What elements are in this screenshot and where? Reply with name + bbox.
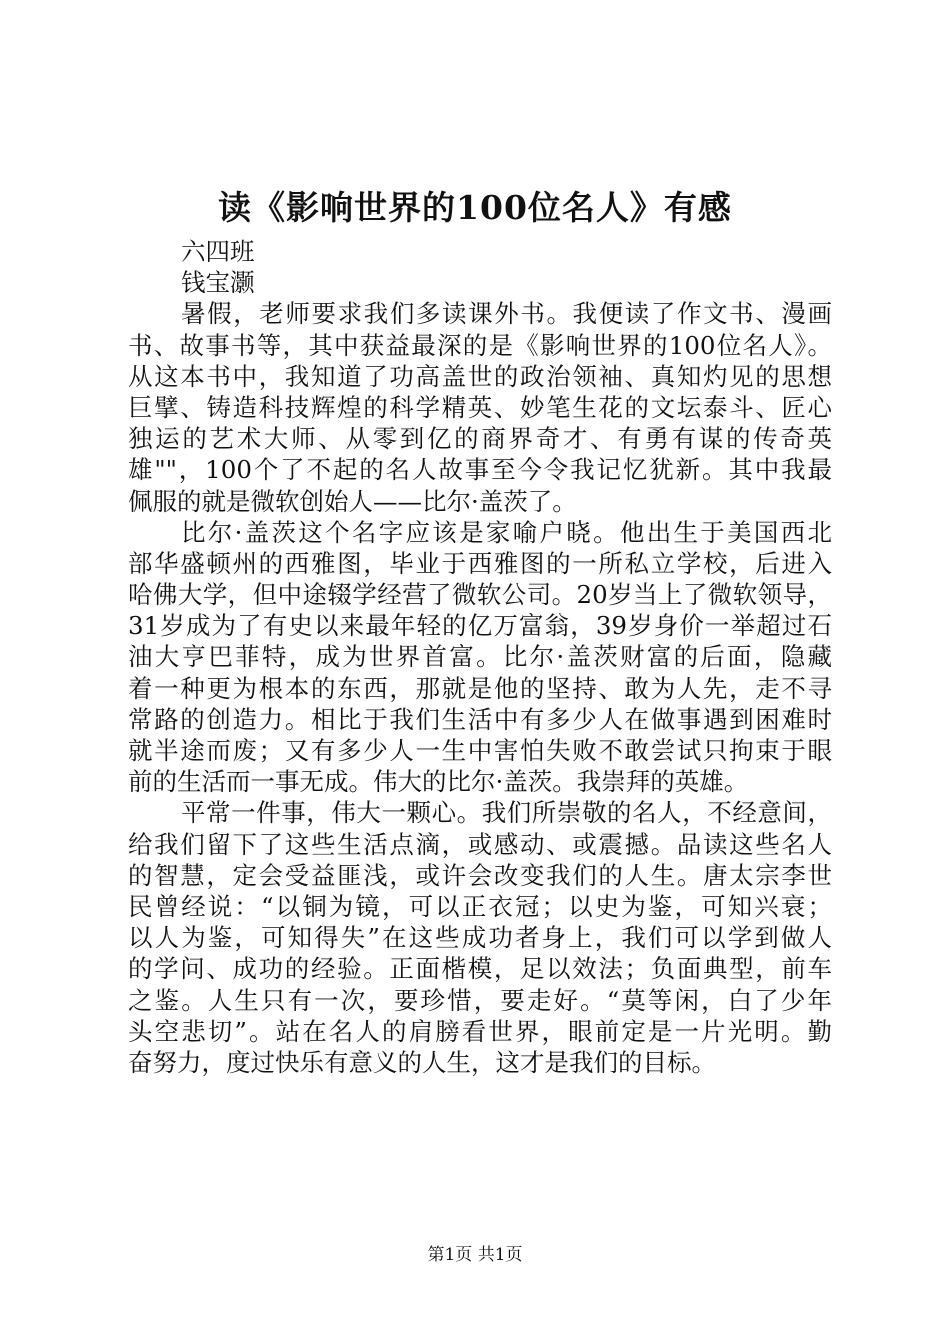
paragraph-line: 从这本书中，我知道了功高盖世的政治领袖、真知灼见的思想 (128, 361, 832, 391)
paragraph-line: 比尔·盖茨这个名字应该是家喻户晓。他出生于美国西北 (181, 517, 832, 547)
class-name: 六四班 (181, 237, 255, 266)
paragraph-line: 佩服的就是微软创始人——比尔·盖茨了。 (128, 486, 577, 516)
paragraph-line: 以人为鉴，可知得失”在这些成功者身上，我们可以学到做人 (128, 923, 832, 953)
document-title: 读《影响世界的100位名人》有感 (218, 188, 732, 227)
paragraph-line: 的学问、成功的经验。正面楷模，足以效法；负面典型，前车 (128, 954, 832, 984)
paragraph-line: 书、故事书等，其中获益最深的是《影响世界的100位名人》。 (128, 330, 832, 360)
author-name: 钱宝灏 (181, 268, 255, 298)
paragraph-line: 之鉴。人生只有一次，要珍惜，要走好。“莫等闲，白了少年 (128, 985, 832, 1015)
paragraph-line: 民曾经说：“以铜为镜，可以正衣冠；以史为鉴，可知兴衰； (128, 891, 832, 921)
paragraph-line: 的智慧，定会受益匪浅，或许会改变我们的人生。唐太宗李世 (128, 860, 832, 890)
paragraph-line: 巨擘、铸造科技辉煌的科学精英、妙笔生花的文坛泰斗、匠心 (128, 392, 832, 422)
paragraph-line: 平常一件事，伟大一颗心。我们所崇敬的名人，不经意间， (181, 798, 832, 828)
paragraph-line: 头空悲切”。站在名人的肩膀看世界，眼前定是一片光明。勤 (128, 1016, 832, 1046)
paragraph-line: 常路的创造力。相比于我们生活中有多少人在做事遇到困难时 (128, 704, 832, 734)
paragraph-line: 前的生活而一事无成。伟大的比尔·盖茨。我崇拜的英雄。 (128, 767, 749, 797)
paragraph-line: 着一种更为根本的东西，那就是他的坚持、敢为人先，走不寻 (128, 673, 832, 703)
paragraph-3 (128, 797, 832, 1078)
paragraph-1 (128, 298, 832, 516)
paragraph-line: 雄""，100个了不起的名人故事至今令我记忆犹新。其中我最 (128, 455, 832, 485)
page-footer: 第1页 共1页 (427, 1245, 523, 1265)
paragraph-line: 独运的艺术大师、从零到亿的商界奇才、有勇有谋的传奇英 (128, 424, 832, 454)
document-body (128, 236, 832, 1078)
paragraph-line: 31岁成为了有史以来最年轻的亿万富翁，39岁身价一举超过石 (128, 611, 832, 641)
paragraph-line: 奋努力，度过快乐有意义的人生，这才是我们的目标。 (128, 1047, 716, 1077)
paragraph-2 (128, 517, 832, 798)
paragraph-line: 哈佛大学，但中途辍学经营了微软公司。20岁当上了微软领导， (128, 580, 832, 610)
paragraph-line: 油大亨巴菲特，成为世界首富。比尔·盖茨财富的后面，隐藏 (128, 642, 832, 672)
paragraph-line: 暑假，老师要求我们多读课外书。我便读了作文书、漫画 (181, 299, 832, 329)
paragraph-line: 部华盛顿州的西雅图，毕业于西雅图的一所私立学校，后进入 (128, 548, 832, 578)
paragraph-line: 给我们留下了这些生活点滴，或感动、或震撼。品读这些名人 (128, 829, 832, 859)
paragraph-line: 就半途而废；又有多少人一生中害怕失败不敢尝试只拘束于眼 (128, 736, 832, 765)
